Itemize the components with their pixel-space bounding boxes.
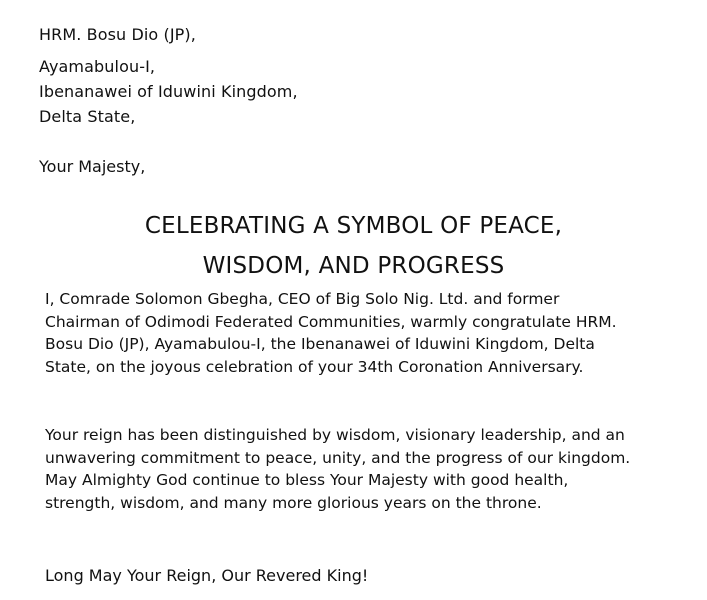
- paragraph-line: Your reign has been distinguished by wisdom, visionary leadership, and an: [45, 426, 625, 444]
- title-line-2: WISDOM, AND PROGRESS: [202, 253, 505, 279]
- address-line-title: Ayamabulou-I,: [39, 57, 156, 76]
- address-line-state: Delta State,: [39, 107, 136, 126]
- paragraph-line: State, on the joyous celebration of your 34th Coronation Anniversary.: [45, 357, 584, 376]
- paragraph-line: Chairman of Odimodi Federated Communities, warmly congratulate HRM.: [45, 312, 617, 331]
- address-line-name: HRM. Bosu Dio (JP),: [39, 25, 196, 44]
- paragraph-line: Bosu Dio (JP), Ayamabulou-I, the Ibenanawei of Iduwini Kingdom, Delta: [45, 335, 595, 353]
- paragraph-congratulations: [45, 288, 685, 378]
- closing-line: Long May Your Reign, Our Revered King!: [45, 566, 369, 585]
- address-line-kingdom: Ibenanawei of Iduwini Kingdom,: [39, 82, 298, 101]
- paragraph-blessing: [45, 424, 685, 514]
- paragraph-line: unwavering commitment to peace, unity, and the progress of our kingdom.: [45, 448, 631, 467]
- paragraph-line: May Almighty God continue to bless Your Majesty with good health,: [45, 471, 569, 489]
- paragraph-line: I, Comrade Solomon Gbegha, CEO of Big Solo Nig. Ltd. and former: [45, 290, 560, 308]
- title-line-1: CELEBRATING A SYMBOL OF PEACE,: [144, 213, 563, 239]
- salutation: Your Majesty,: [39, 157, 146, 176]
- paragraph-line: strength, wisdom, and many more glorious years on the throne.: [45, 493, 542, 512]
